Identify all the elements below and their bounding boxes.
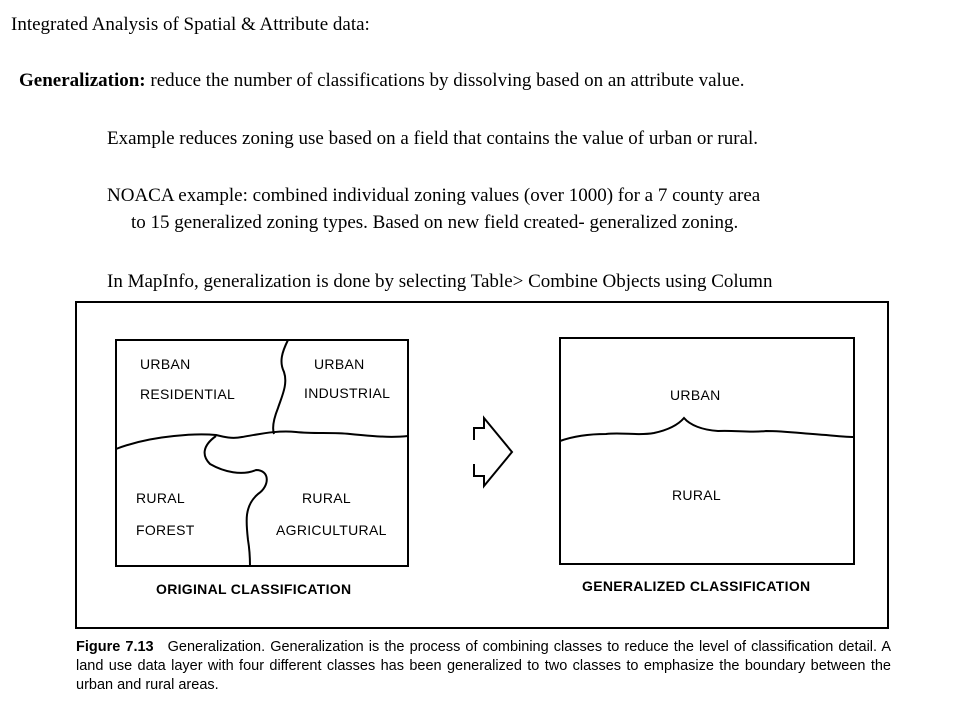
rural-agricultural-label-1: RURAL <box>302 490 351 506</box>
forest-agricultural-boundary <box>205 436 267 566</box>
figure-caption <box>76 638 891 695</box>
generalized-map-border <box>560 338 854 564</box>
noaca-example-line2: to 15 generalized zoning types. Based on new field created- generalized zoning. <box>131 212 739 233</box>
figure-caption-text: Generalization. Generalization is the process of combining classes to reduce the level of classification detail. A land use data layer with four different classes has been generalized to two classes to emphasize the boundary between the urban and rural areas. <box>76 639 891 693</box>
mapinfo-instruction: In MapInfo, generalization is done by selecting Table> Combine Objects using Column <box>107 271 773 292</box>
page-heading: Integrated Analysis of Spatial & Attribute data: <box>11 14 370 35</box>
original-classification-title: ORIGINAL CLASSIFICATION <box>156 581 352 597</box>
generalized-urban-label: URBAN <box>670 387 721 403</box>
generalization-term: Generalization: <box>19 70 146 91</box>
noaca-example-line1: NOACA example: combined individual zoning values (over 1000) for a 7 county area <box>107 185 761 206</box>
rural-forest-label-1: RURAL <box>136 490 185 506</box>
generalized-urban-rural-boundary <box>560 418 854 441</box>
arrow-icon <box>474 418 512 486</box>
generalized-classification-title: GENERALIZED CLASSIFICATION <box>582 578 811 594</box>
rural-agricultural-label-2: AGRICULTURAL <box>276 522 387 538</box>
zoning-example: Example reduces zoning use based on a field that contains the value of urban or rural. <box>107 128 759 149</box>
figure-caption-label: Figure 7.13 <box>76 639 154 655</box>
original-urban-rural-boundary <box>116 431 408 449</box>
generalization-figure <box>74 300 890 630</box>
generalization-definition <box>19 70 745 92</box>
urban-residential-label-2: RESIDENTIAL <box>140 386 236 402</box>
urban-industrial-label-1: URBAN <box>314 356 365 372</box>
residential-industrial-boundary <box>273 340 288 434</box>
generalization-text: reduce the number of classifications by dissolving based on an attribute value. <box>145 70 745 91</box>
urban-residential-label-1: URBAN <box>140 356 191 372</box>
urban-industrial-label-2: INDUSTRIAL <box>304 385 391 401</box>
generalized-rural-label: RURAL <box>672 487 721 503</box>
rural-forest-label-2: FOREST <box>136 522 195 538</box>
